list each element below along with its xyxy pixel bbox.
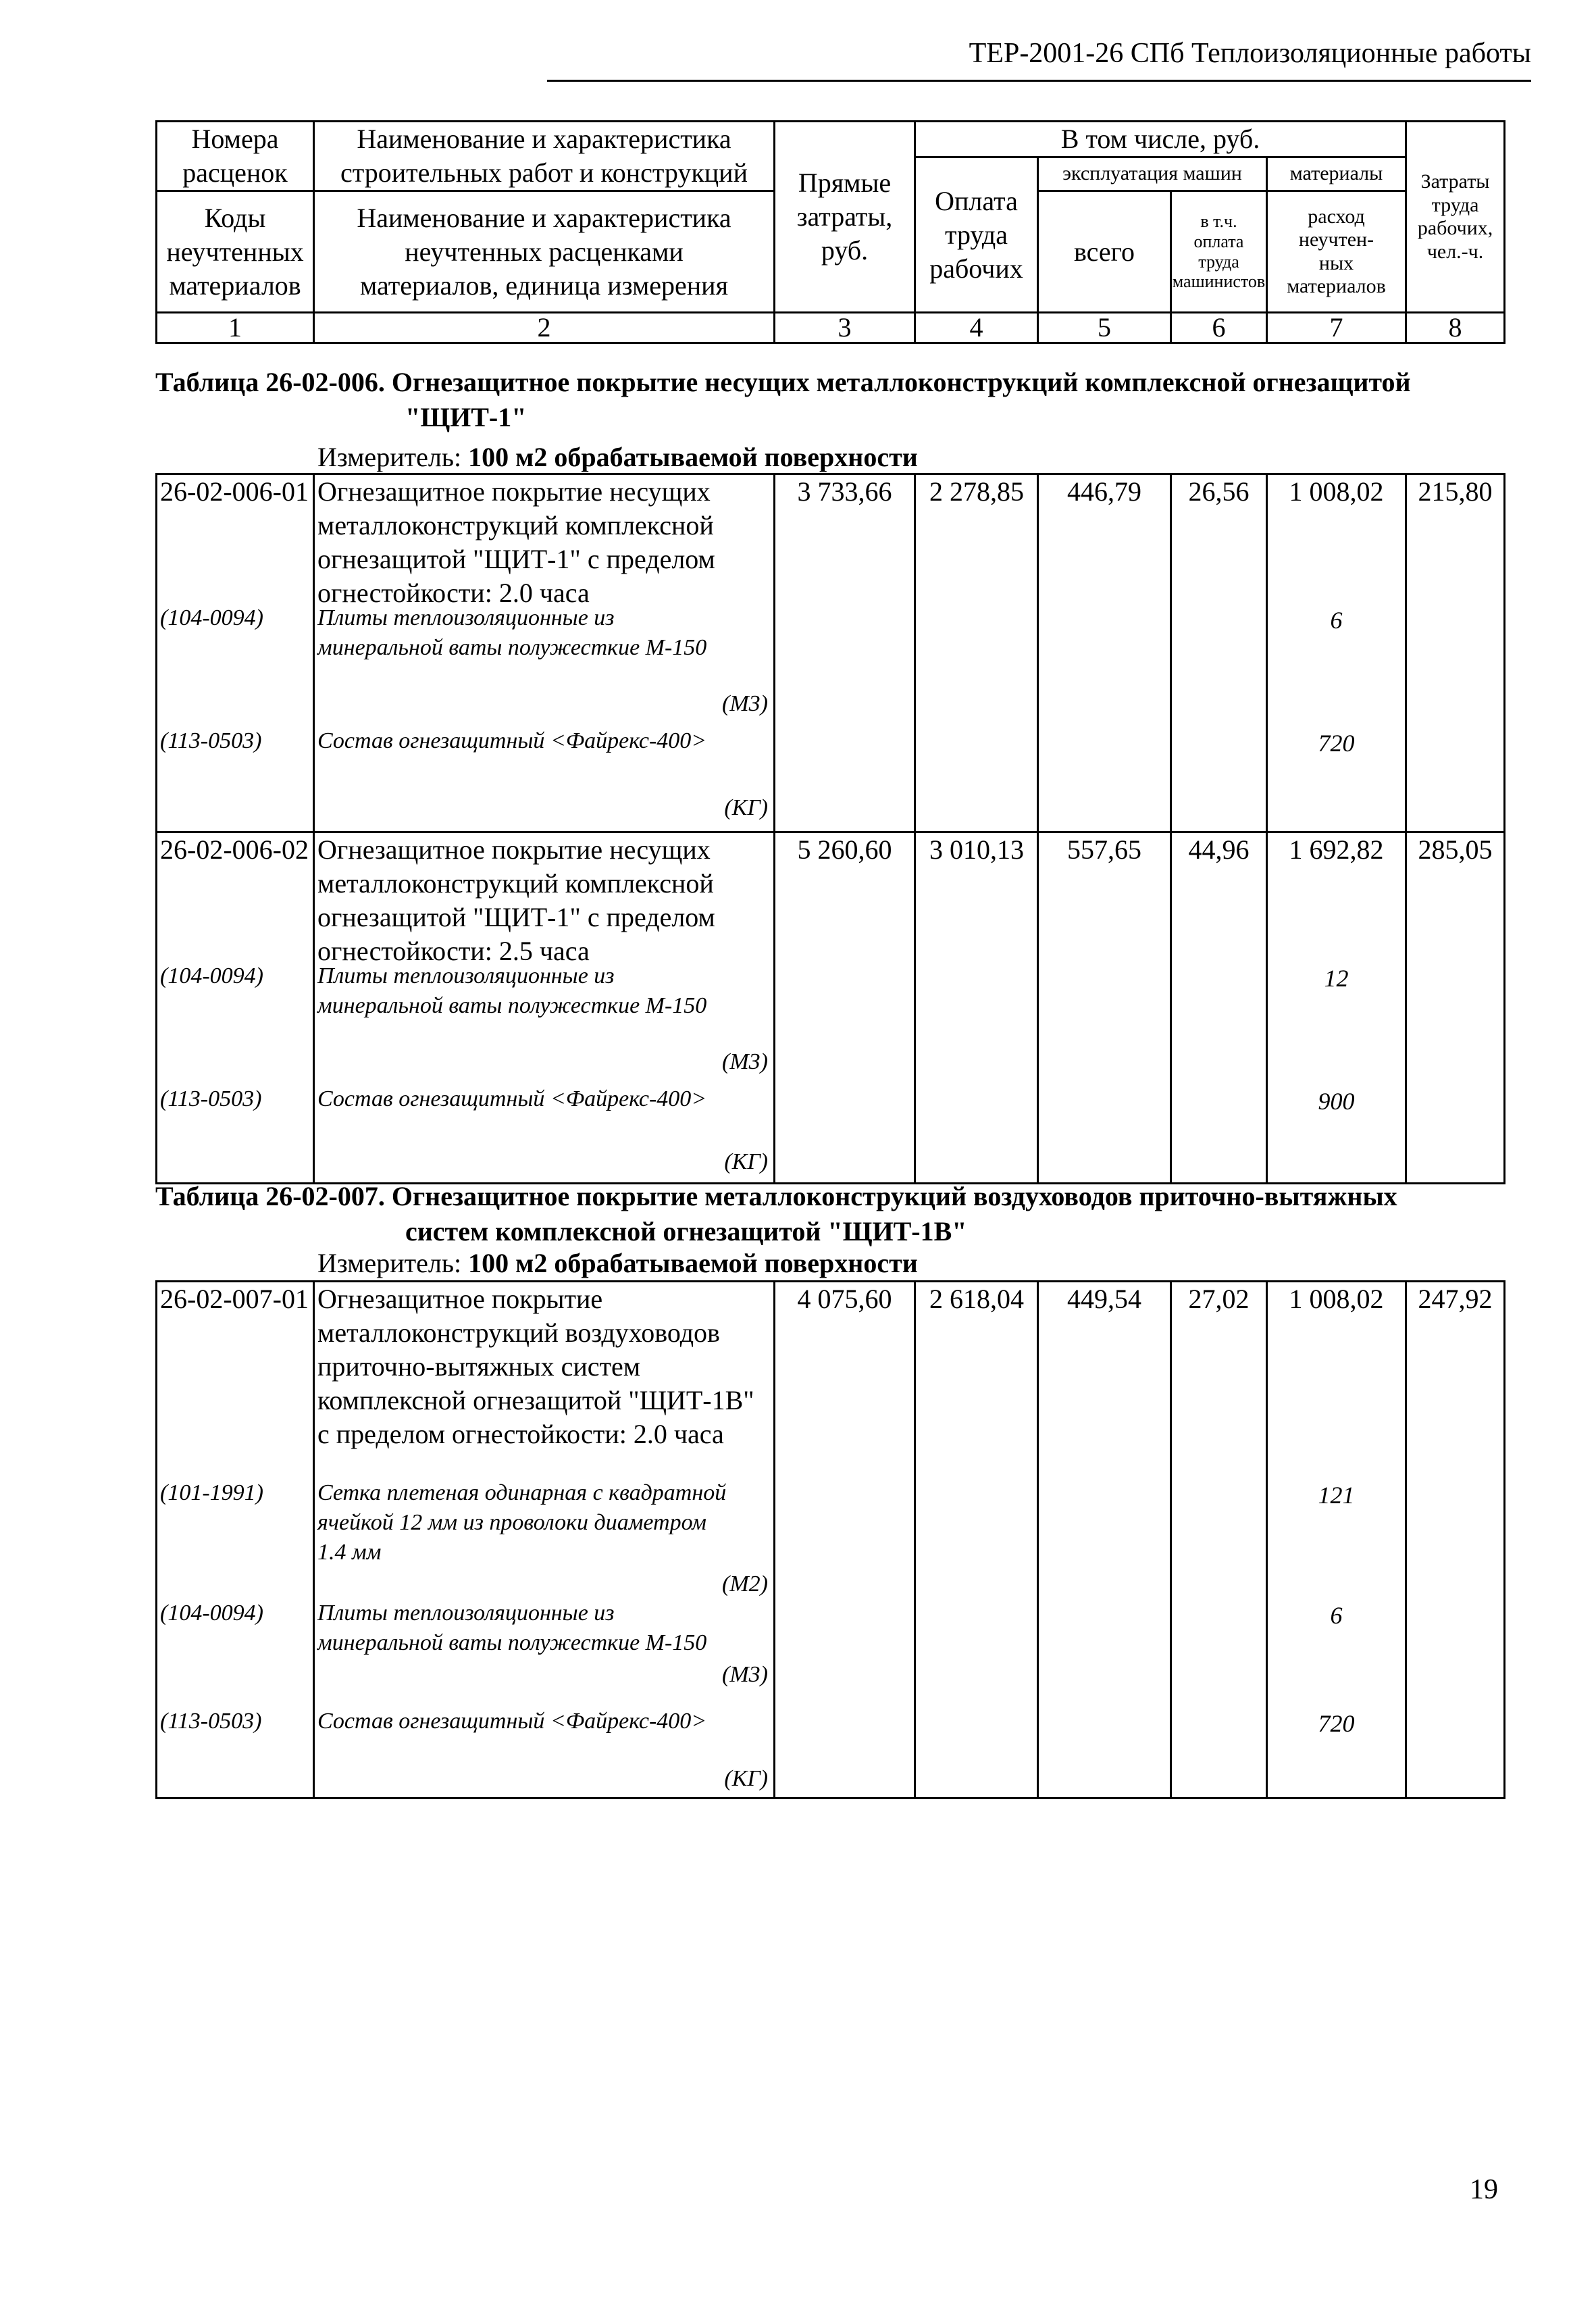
materials-header: материалы — [1267, 157, 1406, 191]
table-row — [157, 474, 1505, 832]
machines-cost-cell: 557,65 — [1038, 832, 1171, 1184]
table2-title: Таблица 26-02-007. Огнезащитное покрытие металлоконструкций воздуховодов приточно-вытяжных систем комплексной огнезащитой "ЩИТ-1В" — [155, 1181, 1397, 1247]
labor-hours-cell: 285,05 — [1406, 832, 1505, 1184]
machines-header: эксплуатация машин — [1038, 157, 1267, 191]
col8-header: Затраты труда рабочих, чел.-ч. — [1406, 122, 1505, 313]
table1-data — [155, 473, 1505, 1184]
labor-cost-cell: 2 618,04 — [915, 1282, 1038, 1799]
col1-bottom-header: Коды неучтенных материалов — [157, 191, 314, 313]
col4-header: Оплата труда рабочих — [915, 157, 1038, 313]
page-number: 19 — [1470, 2174, 1498, 2205]
machines-cost-cell: 446,79 — [1038, 474, 1171, 832]
rate-code-cell: 26-02-006-01 (104-0094) (113-0503) — [157, 474, 314, 832]
labor-hours-cell: 215,80 — [1406, 474, 1505, 832]
col1-top-header: Номера расценок — [157, 122, 314, 191]
table-row — [157, 832, 1505, 1184]
rate-name-cell: Огнезащитное покрытие металлоконструкций воздуховодов приточно-вытяжных систем комплексной огнезащитой "ЩИТ-1В" с пределом огнестойкости: 2.0 часа Сетка плетеная одинарная с квадратной ячейкой 12 мм из проволоки диаметром 1.4 мм (М2) Плиты теплоизоляционные из минеральной ваты полужесткие М-150 (М3) Состав огнезащитный <Файрекс-400> (КГ) — [314, 1282, 775, 1799]
materials-cost-cell: 1 008,02 6 720 — [1267, 474, 1406, 832]
machines-cost-cell: 449,54 — [1038, 1282, 1171, 1799]
col7-header: расход неучтен- ных материалов — [1267, 191, 1406, 313]
direct-cost-cell: 5 260,60 — [775, 832, 915, 1184]
direct-cost-cell: 4 075,60 — [775, 1282, 915, 1799]
col6-header: в т.ч. оплата труда машинистов — [1171, 191, 1267, 313]
labor-hours-cell: 247,92 — [1406, 1282, 1505, 1799]
col-number: 1 — [157, 313, 314, 343]
col2-top-header: Наименование и характеристика строительных работ и конструкций — [314, 122, 775, 191]
group-header: В том числе, руб. — [915, 122, 1406, 157]
operators-cost-cell: 44,96 — [1171, 832, 1267, 1184]
rate-code-cell: 26-02-006-02 (104-0094) (113-0503) — [157, 832, 314, 1184]
materials-cost-cell: 1 008,02 121 6 720 — [1267, 1282, 1406, 1799]
column-header-table — [155, 120, 1505, 344]
operators-cost-cell: 26,56 — [1171, 474, 1267, 832]
rate-name-cell: Огнезащитное покрытие несущих металлоконструкций комплексной огнезащитой "ЩИТ-1" с пределом огнестойкости: 2.5 часа Плиты теплоизоляционные из минеральной ваты полужесткие М-150 (М3) Состав огнезащитный <Файрекс-400> (КГ) — [314, 832, 775, 1184]
table-row — [157, 1282, 1505, 1799]
direct-cost-cell: 3 733,66 — [775, 474, 915, 832]
col-number: 7 — [1267, 313, 1406, 343]
col-number: 6 — [1171, 313, 1267, 343]
col5-header: всего — [1038, 191, 1171, 313]
operators-cost-cell: 27,02 — [1171, 1282, 1267, 1799]
col-number: 5 — [1038, 313, 1171, 343]
document-header-title: ТЕР-2001-26 СПб Теплоизоляционные работы — [969, 38, 1531, 69]
table1-measure: Измеритель: 100 м2 обрабатываемой поверхности — [317, 442, 918, 472]
col3-header: Прямые затраты, руб. — [775, 122, 915, 313]
col-number: 4 — [915, 313, 1038, 343]
col-number: 3 — [775, 313, 915, 343]
table2-data — [155, 1280, 1505, 1799]
col2-bottom-header: Наименование и характеристика неучтенных расценками материалов, единица измерения — [314, 191, 775, 313]
rate-name-cell: Огнезащитное покрытие несущих металлоконструкций комплексной огнезащитой "ЩИТ-1" с пределом огнестойкости: 2.0 часа Плиты теплоизоляционные из минеральной ваты полужесткие М-150 (М3) Состав огнезащитный <Файрекс-400> (КГ) — [314, 474, 775, 832]
table2-measure: Измеритель: 100 м2 обрабатываемой поверхности — [317, 1248, 918, 1278]
labor-cost-cell: 3 010,13 — [915, 832, 1038, 1184]
col-number: 2 — [314, 313, 775, 343]
col-number: 8 — [1406, 313, 1505, 343]
materials-cost-cell: 1 692,82 12 900 — [1267, 832, 1406, 1184]
labor-cost-cell: 2 278,85 — [915, 474, 1038, 832]
table1-title: Таблица 26-02-006. Огнезащитное покрытие несущих металлоконструкций комплексной огнезащитой "ЩИТ-1" — [155, 367, 1411, 432]
header-divider — [547, 80, 1531, 82]
rate-code-cell: 26-02-007-01 (101-1991) (104-0094) (113-0503) — [157, 1282, 314, 1799]
